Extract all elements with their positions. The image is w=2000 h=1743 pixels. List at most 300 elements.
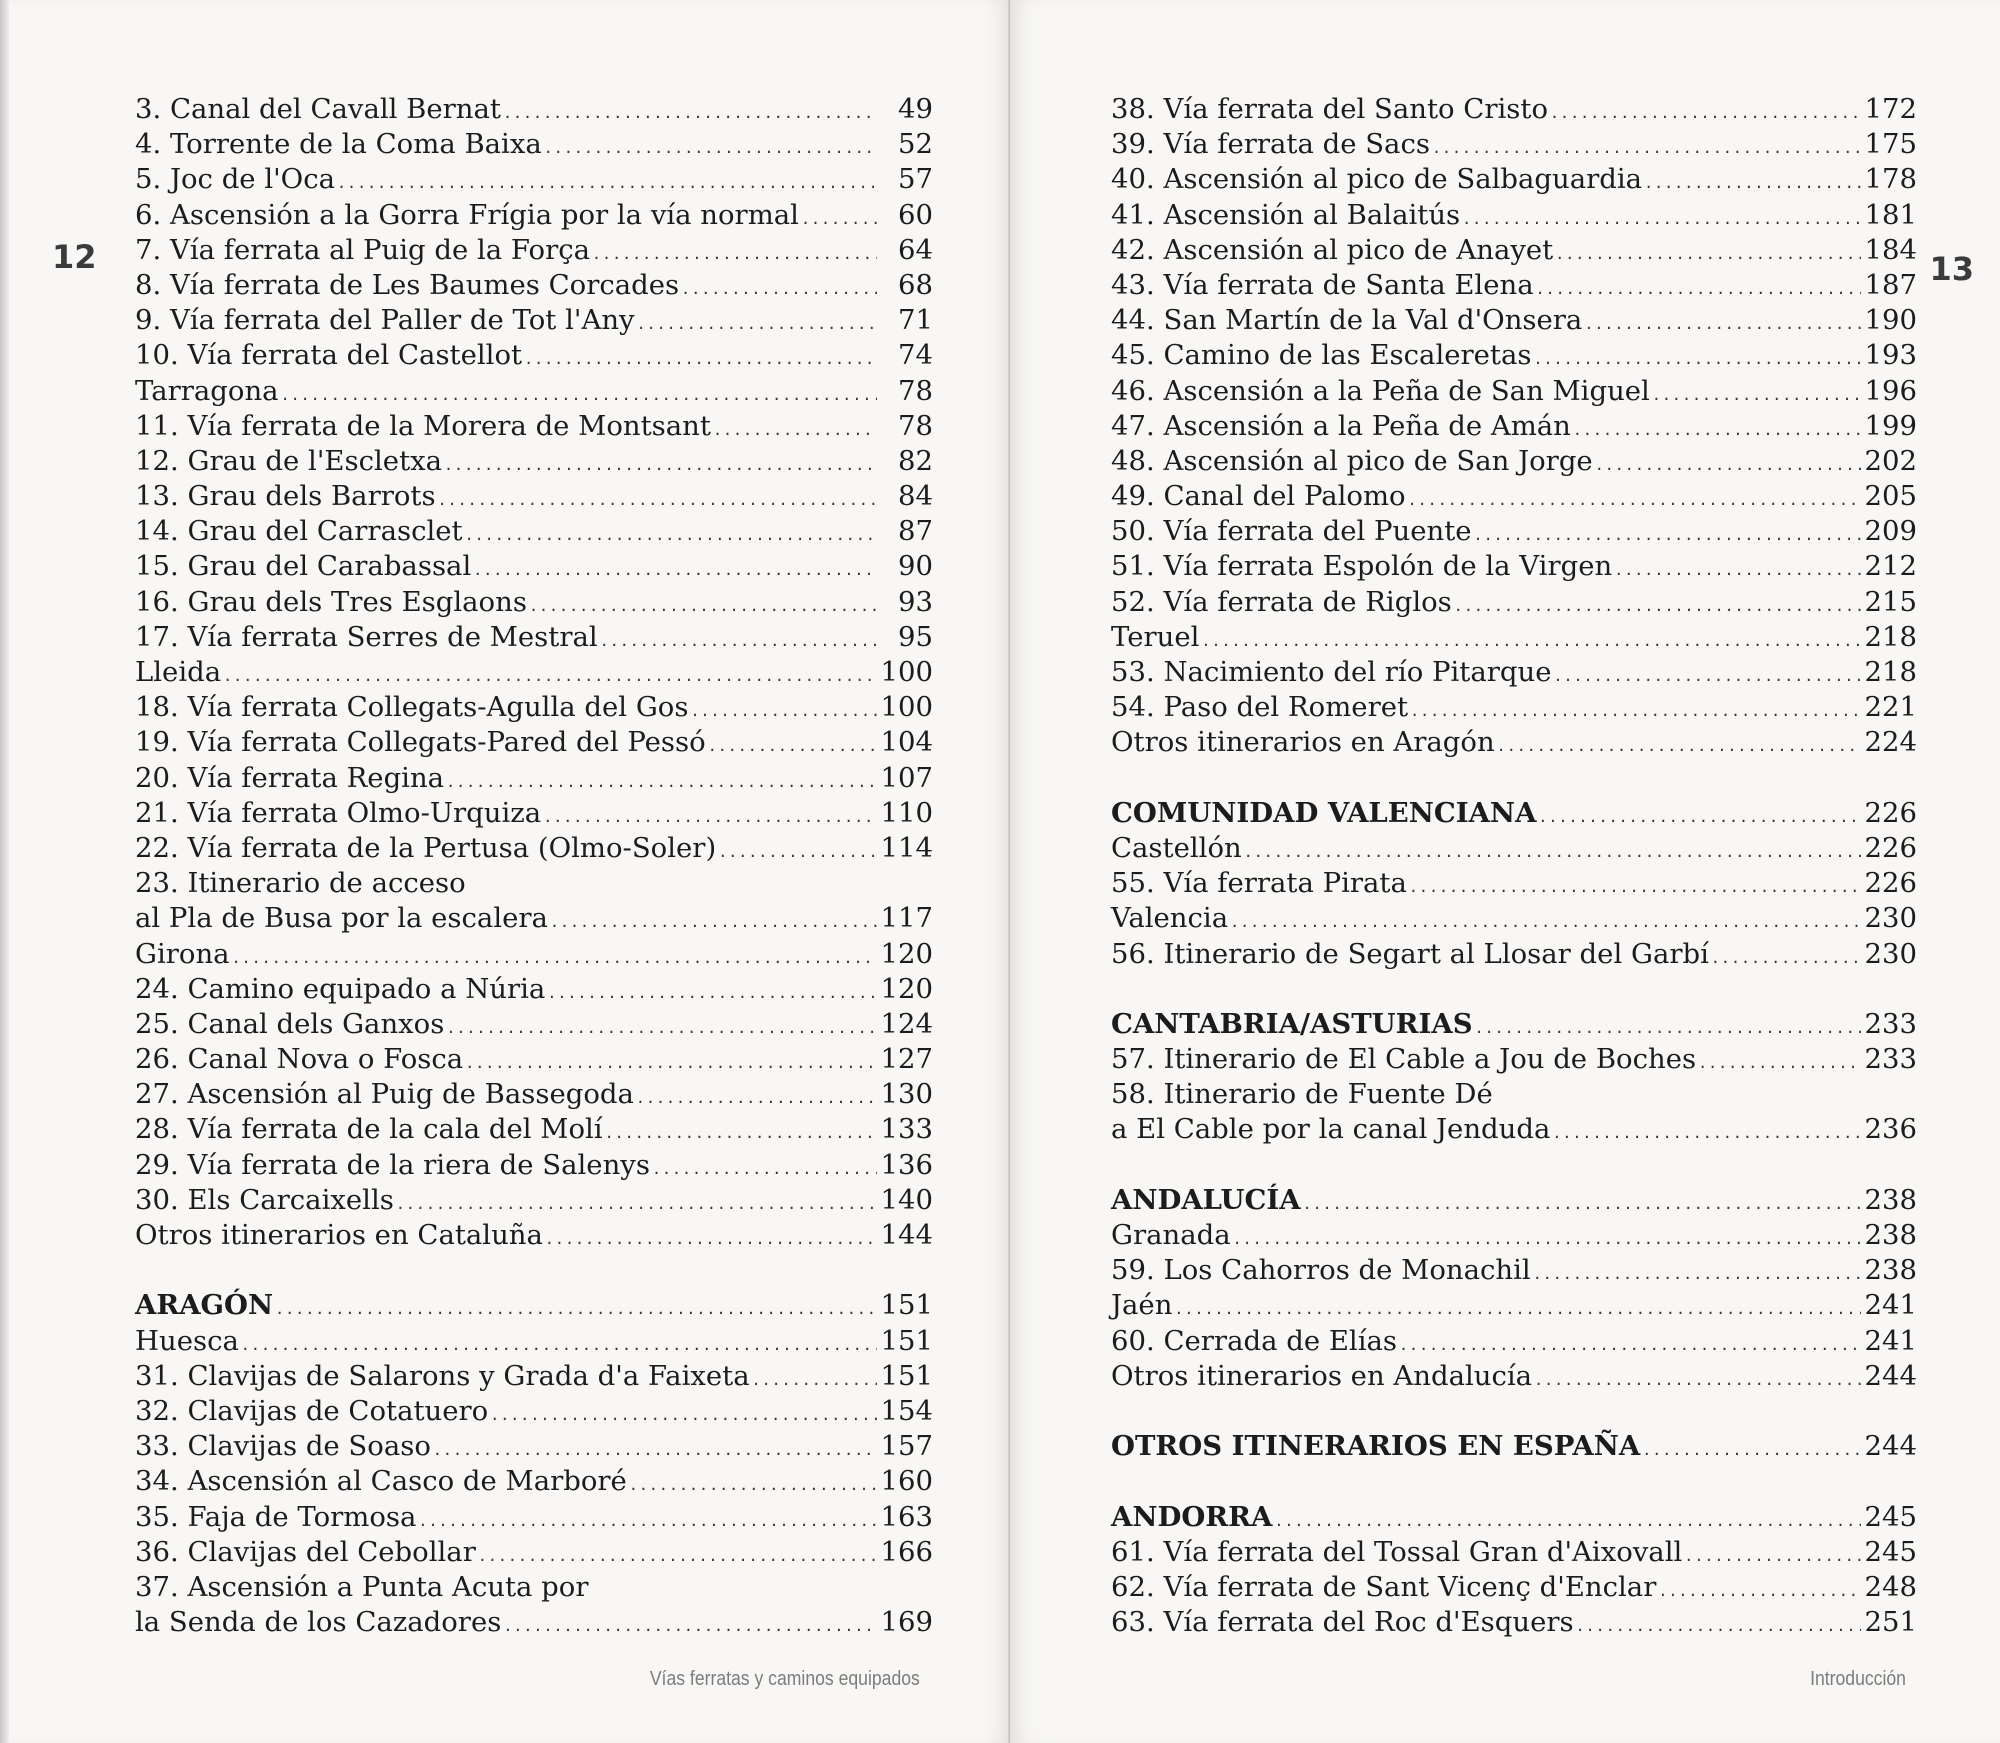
right-page-number: 13	[1929, 250, 1974, 288]
toc-entry	[1111, 1359, 1917, 1394]
toc-entry-title: 4. Torrente de la Coma Baixa	[135, 128, 542, 161]
left-toc-list	[135, 92, 933, 1640]
toc-page-number: 218	[1864, 620, 1917, 653]
toc-page-number: 151	[880, 1289, 933, 1322]
toc-entry	[135, 937, 933, 972]
toc-entry	[1111, 409, 1917, 444]
dot-leader	[1274, 1504, 1860, 1539]
toc-entry-title: 12. Grau de l'Escletxa	[135, 444, 443, 477]
toc-page-number: 187	[1864, 268, 1917, 301]
toc-entry	[1111, 1535, 1917, 1570]
toc-entry-title: 13. Grau dels Barrots	[135, 480, 436, 513]
toc-page-number: 95	[898, 620, 933, 653]
dot-leader	[1595, 448, 1861, 483]
toc-spacer	[1111, 1148, 1917, 1183]
toc-entry-title: CANTABRIA/ASTURIAS	[1111, 1007, 1473, 1040]
toc-entry-title: 57. Itinerario de El Cable a Jou de Boches	[1111, 1043, 1697, 1076]
toc-entry-title: 34. Ascensión al Casco de Marboré	[135, 1465, 627, 1498]
toc-entry	[1111, 127, 1917, 162]
toc-entry-title: Tarragona	[135, 374, 279, 407]
dot-leader	[544, 131, 877, 166]
toc-entry-title: 37. Ascensión a Punta Acuta por	[135, 1570, 589, 1603]
toc-page-number: 90	[898, 550, 933, 583]
dot-leader	[681, 272, 877, 307]
toc-entry-title: 38. Vía ferrata del Santo Cristo	[1111, 93, 1549, 125]
dot-leader	[396, 1187, 877, 1222]
toc-page-number: 93	[898, 585, 933, 618]
toc-entry-title: 15. Grau del Carabassal	[135, 550, 472, 583]
toc-entry	[135, 549, 933, 584]
toc-entry-title: la Senda de los Cazadores	[135, 1606, 502, 1639]
toc-entry-title: 40. Ascensión al pico de Salbaguardia	[1111, 163, 1643, 196]
toc-entry-title: 42. Ascensión al pico de Anayet	[1111, 233, 1554, 266]
toc-entry	[135, 585, 933, 620]
toc-page-number: 221	[1864, 691, 1917, 724]
dot-leader	[1497, 729, 1861, 764]
dot-leader	[652, 1152, 877, 1187]
toc-page-number: 241	[1864, 1289, 1917, 1322]
toc-entry-title: Teruel	[1111, 620, 1200, 653]
toc-entry-title: 18. Vía ferrata Collegats-Agulla del Gos	[135, 691, 689, 724]
toc-entry-title: 24. Camino equipado a Núria	[135, 972, 546, 1005]
toc-entry-title: 52. Vía ferrata de Riglos	[1111, 585, 1452, 618]
toc-page-number: 230	[1864, 902, 1917, 935]
toc-entry-title: 9. Vía ferrata del Paller de Tot l'Any	[135, 304, 635, 337]
dot-leader	[1553, 659, 1860, 694]
toc-entry-title: 49. Canal del Palomo	[1111, 480, 1406, 513]
toc-entry	[135, 796, 933, 831]
toc-entry	[1111, 655, 1917, 690]
toc-page-number: 117	[880, 902, 933, 935]
toc-page-number: 124	[880, 1007, 933, 1040]
dot-leader	[1642, 1433, 1860, 1468]
toc-entry	[135, 1605, 933, 1640]
dot-leader	[1584, 307, 1860, 342]
toc-page-number: 215	[1864, 585, 1917, 618]
dot-leader	[1399, 1328, 1860, 1363]
toc-entry	[1111, 1570, 1917, 1605]
dot-leader	[503, 96, 877, 131]
toc-page-number: 64	[898, 233, 933, 266]
toc-entry	[1111, 901, 1917, 936]
toc-page-number: 212	[1864, 550, 1917, 583]
toc-page-number: 245	[1864, 1535, 1917, 1568]
dot-leader	[713, 413, 877, 448]
toc-entry-title: OTROS ITINERARIOS EN ESPAÑA	[1111, 1430, 1641, 1463]
dot-leader	[433, 1433, 877, 1468]
right-running-footer: Introducción	[1810, 1668, 1906, 1690]
dot-leader	[444, 448, 877, 483]
dot-leader	[1552, 1116, 1860, 1151]
toc-entry	[1111, 866, 1917, 901]
toc-entry	[1111, 1605, 1917, 1640]
dot-leader	[636, 1081, 877, 1116]
toc-entry	[135, 127, 933, 162]
dot-leader	[465, 1046, 876, 1081]
dot-leader	[637, 307, 877, 342]
toc-entry-title: 19. Vía ferrata Collegats-Pared del Pessó	[135, 726, 706, 759]
dot-leader	[473, 553, 877, 588]
dot-leader	[1573, 413, 1861, 448]
toc-entry	[1111, 338, 1917, 373]
toc-entry-title: 11. Vía ferrata de la Morera de Montsant	[135, 409, 711, 442]
toc-page-number: 84	[898, 480, 933, 513]
toc-entry-title: 61. Vía ferrata del Tossal Gran d'Aixovall	[1111, 1535, 1683, 1568]
toc-entry-title: 47. Ascensión a la Peña de Amán	[1111, 409, 1571, 442]
toc-entry	[135, 620, 933, 655]
toc-entry-title: ANDORRA	[1111, 1500, 1273, 1533]
toc-entry	[1111, 1112, 1917, 1147]
toc-page-number: 120	[880, 937, 933, 970]
toc-page-number: 107	[880, 761, 933, 794]
dot-leader	[1410, 694, 1860, 729]
dot-leader	[1698, 1046, 1860, 1081]
toc-entry-title: Girona	[135, 937, 230, 970]
toc-entry	[135, 1218, 933, 1253]
dot-leader	[1550, 96, 1860, 131]
toc-entry	[135, 92, 933, 127]
toc-entry-title: Otros itinerarios en Aragón	[1111, 726, 1495, 759]
toc-entry-title: 7. Vía ferrata al Puig de la Força	[135, 233, 591, 266]
toc-entry	[135, 409, 933, 444]
toc-entry-title: ANDALUCÍA	[1111, 1183, 1301, 1216]
toc-page-number: 120	[880, 972, 933, 1005]
toc-page-number: 230	[1864, 937, 1917, 970]
toc-entry-title: 36. Clavijas del Cebollar	[135, 1535, 476, 1568]
toc-entry-title: Huesca	[135, 1324, 239, 1357]
toc-page-number: 236	[1864, 1113, 1917, 1146]
dot-leader	[1244, 835, 1861, 870]
toc-entry-title: a El Cable por la canal Jenduda	[1111, 1113, 1551, 1146]
dot-leader	[1475, 1011, 1861, 1046]
dot-leader	[418, 1504, 876, 1539]
toc-page-number: 224	[1864, 726, 1917, 759]
toc-entry-title: 5. Joc de l'Oca	[135, 163, 336, 196]
toc-spacer	[135, 1253, 933, 1288]
toc-entry	[135, 1500, 933, 1535]
toc-entry	[135, 831, 933, 866]
toc-page-number: 205	[1864, 480, 1917, 513]
toc-page-number: 163	[880, 1500, 933, 1533]
toc-entry-title: 58. Itinerario de Fuente Dé	[1111, 1078, 1493, 1111]
dot-leader	[605, 1116, 877, 1151]
dot-leader	[1534, 1363, 1860, 1398]
toc-page-number: 172	[1864, 93, 1917, 125]
dot-leader	[1408, 483, 1861, 518]
toc-page-number: 226	[1864, 831, 1917, 864]
toc-entry-title: 8. Vía ferrata de Les Baumes Corcades	[135, 268, 680, 301]
toc-entry	[1111, 1253, 1917, 1288]
toc-entry	[1111, 1324, 1917, 1359]
toc-page-number: 130	[880, 1078, 933, 1111]
dot-leader	[438, 483, 877, 518]
dot-leader	[1658, 1574, 1860, 1609]
toc-page-number: 233	[1864, 1007, 1917, 1040]
dot-leader	[446, 1011, 876, 1046]
toc-page-number: 49	[898, 93, 933, 125]
dot-leader	[503, 1609, 876, 1644]
dot-leader	[1201, 624, 1860, 659]
toc-entry	[135, 1112, 933, 1147]
dot-leader	[1432, 131, 1861, 166]
dot-leader	[1462, 202, 1860, 237]
toc-entry	[1111, 725, 1917, 760]
toc-page-number: 196	[1864, 374, 1917, 407]
dot-leader	[1454, 589, 1861, 624]
toc-entry-title: 16. Grau dels Tres Esglaons	[135, 585, 527, 618]
toc-entry	[1111, 937, 1917, 972]
toc-entry	[135, 162, 933, 197]
toc-entry	[1111, 198, 1917, 233]
dot-leader	[1711, 941, 1861, 976]
toc-entry	[135, 198, 933, 233]
toc-entry	[135, 1007, 933, 1042]
dot-leader	[1644, 166, 1860, 201]
dot-leader	[1303, 1187, 1861, 1222]
toc-entry	[1111, 549, 1917, 584]
toc-entry	[135, 1077, 933, 1112]
right-page	[1010, 0, 2000, 1743]
toc-entry	[135, 761, 933, 796]
toc-spacer	[1111, 761, 1917, 796]
dot-leader	[1534, 342, 1861, 377]
toc-entry	[1111, 444, 1917, 479]
toc-entry	[1111, 690, 1917, 725]
dot-leader	[490, 1398, 876, 1433]
dot-leader	[1409, 870, 1861, 905]
toc-entry-title: 28. Vía ferrata de la cala del Molí	[135, 1113, 603, 1146]
toc-entry	[135, 1570, 933, 1605]
toc-section-heading	[1111, 796, 1917, 831]
toc-entry-title: 53. Nacimiento del río Pitarque	[1111, 656, 1552, 688]
toc-entry-title: Lleida	[135, 656, 222, 688]
dot-leader	[1474, 518, 1861, 553]
toc-entry	[1111, 585, 1917, 620]
toc-entry	[135, 374, 933, 409]
toc-page-number: 57	[898, 163, 933, 196]
toc-entry	[135, 303, 933, 338]
toc-entry-title: 21. Vía ferrata Olmo-Urquiza	[135, 796, 542, 829]
toc-entry-title: 26. Canal Nova o Fosca	[135, 1043, 464, 1076]
toc-spacer	[1111, 972, 1917, 1007]
toc-entry-title: 62. Vía ferrata de Sant Vicenç d'Enclar	[1111, 1570, 1657, 1603]
dot-leader	[465, 518, 877, 553]
toc-entry-title: 39. Vía ferrata de Sacs	[1111, 128, 1430, 161]
toc-entry-title: 32. Clavijas de Cotatuero	[135, 1394, 489, 1427]
toc-page-number: 78	[898, 374, 933, 407]
dot-leader	[592, 237, 877, 272]
toc-page-number: 127	[880, 1043, 933, 1076]
toc-entry-title: Valencia	[1111, 902, 1229, 935]
toc-page-number: 87	[898, 515, 933, 548]
dot-leader	[1576, 1609, 1861, 1644]
toc-entry	[1111, 374, 1917, 409]
toc-entry-title: 35. Faja de Tormosa	[135, 1500, 417, 1533]
toc-page-number: 178	[1864, 163, 1917, 196]
dot-leader	[1174, 1292, 1860, 1327]
toc-page-number: 244	[1864, 1430, 1917, 1463]
toc-entry-title: 55. Vía ferrata Pirata	[1111, 867, 1407, 900]
dot-leader	[708, 729, 877, 764]
left-page-number: 12	[52, 238, 97, 276]
toc-entry-title: 10. Vía ferrata del Castellot	[135, 339, 523, 372]
toc-entry-title: 44. San Martín de la Val d'Onsera	[1111, 304, 1583, 337]
toc-page-number: 193	[1864, 339, 1917, 372]
toc-page-number: 218	[1864, 656, 1917, 688]
dot-leader	[478, 1539, 877, 1574]
toc-entry-title: al Pla de Busa por la escalera	[135, 902, 548, 935]
toc-page-number: 209	[1864, 515, 1917, 548]
toc-page-number: 245	[1864, 1500, 1917, 1533]
toc-entry-title: COMUNIDAD VALENCIANA	[1111, 796, 1537, 829]
toc-entry	[135, 1324, 933, 1359]
toc-page-number: 136	[880, 1148, 933, 1181]
toc-page-number: 133	[880, 1113, 933, 1146]
toc-entry	[1111, 514, 1917, 549]
toc-page-number: 110	[880, 796, 933, 829]
dot-leader	[1536, 272, 1861, 307]
toc-entry-title: Jaén	[1111, 1289, 1173, 1322]
dot-leader	[545, 1222, 877, 1257]
toc-entry	[135, 1148, 933, 1183]
toc-entry	[135, 444, 933, 479]
dot-leader	[529, 589, 877, 624]
dot-leader	[550, 905, 877, 940]
toc-page-number: 100	[880, 691, 933, 724]
toc-entry-title: 30. Els Carcaixells	[135, 1183, 394, 1216]
left-running-footer: Vías ferratas y caminos equipados	[649, 1668, 920, 1690]
dot-leader	[1233, 1222, 1861, 1257]
toc-entry	[135, 901, 933, 936]
toc-entry-title: 17. Vía ferrata Serres de Mestral	[135, 620, 598, 653]
toc-spacer	[1111, 1464, 1917, 1499]
toc-entry-title: 43. Vía ferrata de Santa Elena	[1111, 268, 1534, 301]
toc-page-number: 238	[1864, 1183, 1917, 1216]
toc-section-heading	[1111, 1429, 1917, 1464]
toc-entry	[135, 866, 933, 901]
toc-page-number: 151	[880, 1324, 933, 1357]
toc-page-number: 166	[880, 1535, 933, 1568]
dot-leader	[752, 1363, 877, 1398]
toc-entry	[135, 725, 933, 760]
toc-page-number: 202	[1864, 444, 1917, 477]
toc-page-number: 144	[880, 1219, 933, 1251]
toc-entry-title: 14. Grau del Carrasclet	[135, 515, 463, 548]
dot-leader	[281, 378, 877, 413]
toc-page-number: 154	[880, 1394, 933, 1427]
toc-entry-title: 54. Paso del Romeret	[1111, 691, 1409, 724]
toc-entry-title: 20. Vía ferrata Regina	[135, 761, 445, 794]
right-toc-list	[1111, 92, 1917, 1640]
toc-page-number: 248	[1864, 1570, 1917, 1603]
toc-page-number: 52	[898, 128, 933, 161]
dot-leader	[223, 659, 876, 694]
toc-entry	[1111, 233, 1917, 268]
toc-entry-title: 25. Canal dels Ganxos	[135, 1007, 445, 1040]
toc-entry-title: 45. Camino de las Escaleretas	[1111, 339, 1532, 372]
toc-entry	[135, 268, 933, 303]
toc-page-number: 175	[1864, 128, 1917, 161]
toc-page-number: 181	[1864, 198, 1917, 231]
toc-entry	[135, 514, 933, 549]
toc-page-number: 244	[1864, 1359, 1917, 1392]
toc-entry-title: 27. Ascensión al Puig de Bassegoda	[135, 1078, 634, 1111]
dot-leader	[1533, 1257, 1861, 1292]
toc-page-number: 233	[1864, 1043, 1917, 1076]
toc-entry	[135, 972, 933, 1007]
toc-entry-title: Granada	[1111, 1219, 1231, 1251]
toc-page-number: 169	[880, 1606, 933, 1639]
dot-leader	[801, 202, 877, 237]
toc-entry	[1111, 479, 1917, 514]
toc-page-number: 226	[1864, 867, 1917, 900]
dot-leader	[232, 941, 877, 976]
toc-entry-title: 31. Clavijas de Salarons y Grada d'a Faixeta	[135, 1359, 750, 1392]
dot-leader	[600, 624, 877, 659]
toc-entry	[1111, 162, 1917, 197]
toc-page-number: 114	[880, 831, 933, 864]
toc-entry	[135, 1042, 933, 1077]
toc-entry-title: 63. Vía ferrata del Roc d'Esquers	[1111, 1606, 1574, 1639]
toc-entry-title: 41. Ascensión al Balaitús	[1111, 198, 1461, 231]
toc-page-number: 251	[1864, 1606, 1917, 1639]
dot-leader	[241, 1328, 877, 1363]
toc-entry	[135, 1183, 933, 1218]
dot-leader	[1684, 1539, 1860, 1574]
toc-entry	[1111, 620, 1917, 655]
toc-entry-title: 6. Ascensión a la Gorra Frígia por la vía normal	[135, 198, 799, 231]
toc-entry-title: 3. Canal del Cavall Bernat	[135, 93, 501, 125]
dot-leader	[1230, 905, 1860, 940]
toc-entry	[135, 338, 933, 373]
toc-entry	[135, 1394, 933, 1429]
toc-section-heading	[1111, 1183, 1917, 1218]
dot-leader	[629, 1468, 877, 1503]
toc-page-number: 78	[898, 409, 933, 442]
toc-entry	[1111, 1077, 1917, 1112]
toc-page-number: 71	[898, 304, 933, 337]
toc-entry	[1111, 303, 1917, 338]
dot-leader	[1555, 237, 1860, 272]
toc-entry-title: 22. Vía ferrata de la Pertusa (Olmo-Soler)	[135, 831, 717, 864]
toc-page-number: 100	[880, 656, 933, 688]
toc-entry-title: Castellón	[1111, 831, 1242, 864]
toc-page-number: 190	[1864, 304, 1917, 337]
toc-page-number: 82	[898, 444, 933, 477]
toc-entry	[1111, 1288, 1917, 1323]
toc-page-number: 60	[898, 198, 933, 231]
toc-entry	[1111, 92, 1917, 127]
toc-entry-title: 46. Ascensión a la Peña de San Miguel	[1111, 374, 1650, 407]
dot-leader	[1614, 553, 1860, 588]
dot-leader	[543, 800, 876, 835]
toc-entry	[1111, 1218, 1917, 1253]
toc-page-number: 104	[880, 726, 933, 759]
toc-page-number: 238	[1864, 1254, 1917, 1287]
toc-section-heading	[1111, 1007, 1917, 1042]
dot-leader	[275, 1292, 876, 1327]
toc-entry	[1111, 831, 1917, 866]
toc-entry-title: 51. Vía ferrata Espolón de la Virgen	[1111, 550, 1613, 583]
toc-page-number: 157	[880, 1430, 933, 1463]
toc-entry	[135, 233, 933, 268]
dot-leader	[690, 694, 876, 729]
toc-entry-title: 50. Vía ferrata del Puente	[1111, 515, 1472, 548]
toc-page-number: 184	[1864, 233, 1917, 266]
toc-page-number: 241	[1864, 1324, 1917, 1357]
toc-entry-title: 59. Los Cahorros de Monachil	[1111, 1254, 1531, 1287]
toc-entry	[135, 655, 933, 690]
